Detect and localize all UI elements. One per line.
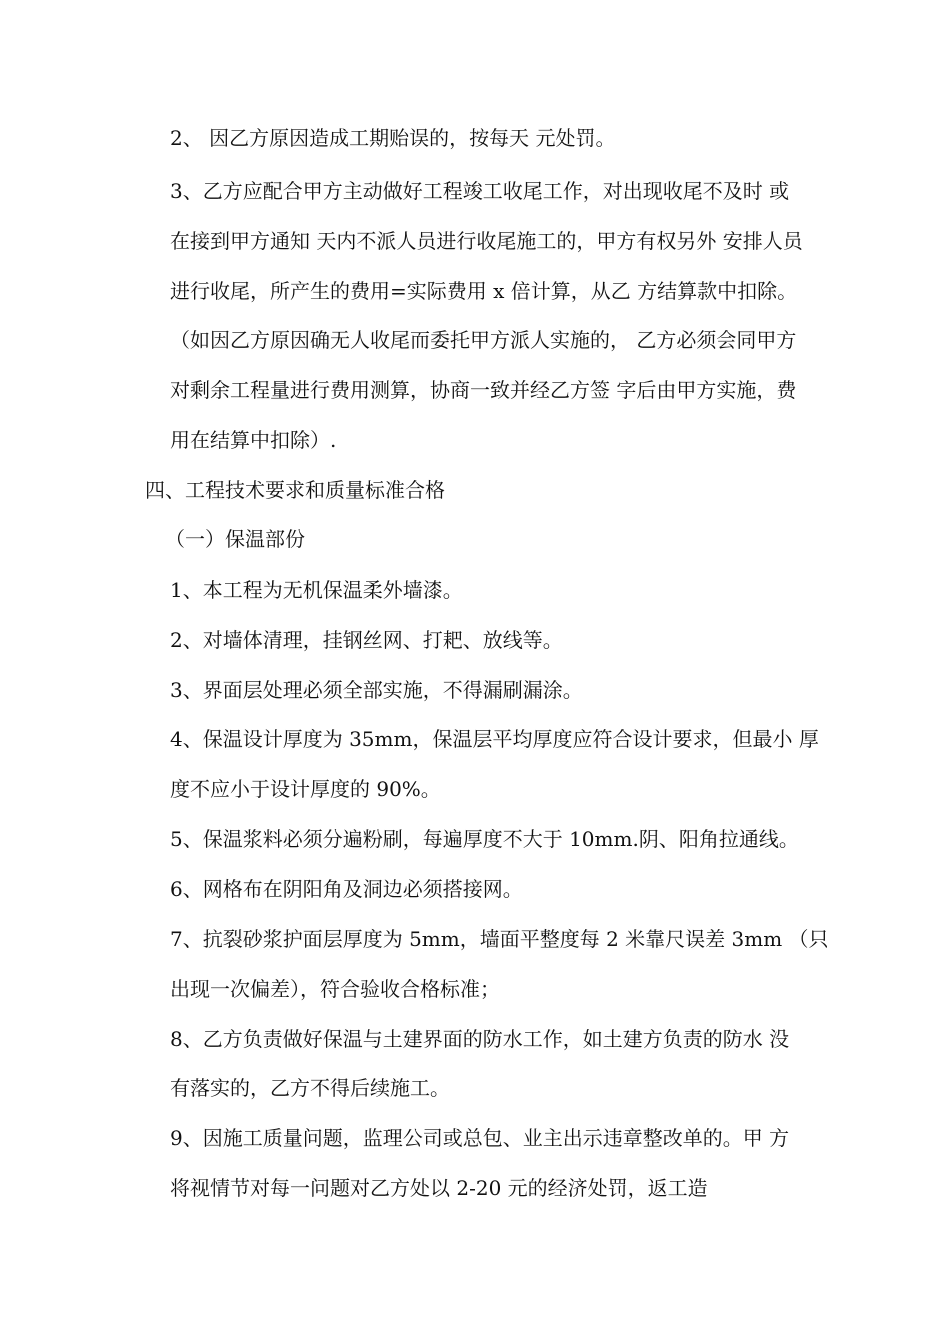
item-4-line-1: 4、保温设计厚度为 35mm，保温层平均厚度应符合设计要求，但最小 厚 (170, 727, 819, 751)
item-3: 3、界面层处理必须全部实施，不得漏刷漏涂。 (170, 678, 583, 702)
clause-2-delay-penalty: 2、 因乙方原因造成工期贻误的，按每天 元处罚。 (170, 126, 616, 150)
clause-3-line-1: 3、乙方应配合甲方主动做好工程竣工收尾工作，对出现收尾不及时 或 (170, 179, 790, 203)
item-8-line-1: 8、乙方负责做好保温与土建界面的防水工作，如土建方负责的防水 没 (170, 1027, 790, 1051)
item-5: 5、保温浆料必须分遍粉刷，每遍厚度不大于 10mm.阴、阳角拉通线。 (170, 827, 799, 851)
item-7-line-2: 出现一次偏差），符合验收合格标准； (170, 977, 500, 1001)
item-9-line-2: 将视情节对每一问题对乙方处以 2-20 元的经济处罚，返工造 (170, 1176, 708, 1200)
clause-3-line-5: 对剩余工程量进行费用测算，协商一致并经乙方签 字后由甲方实施，费 (170, 378, 797, 402)
item-9-line-1: 9、因施工质量问题，监理公司或总包、业主出示违章整改单的。甲 方 (170, 1126, 790, 1150)
item-4-line-2: 度不应小于设计厚度的 90%。 (170, 777, 441, 801)
item-2: 2、对墙体清理，挂钢丝网、打耙、放线等。 (170, 628, 563, 652)
item-8-line-2: 有落实的，乙方不得后续施工。 (170, 1076, 450, 1100)
item-1: 1、本工程为无机保温柔外墙漆。 (170, 578, 463, 602)
clause-3-line-6: 用在结算中扣除）. (170, 428, 337, 452)
clause-3-line-2: 在接到甲方通知 天内不派人员进行收尾施工的，甲方有权另外 安排人员 (170, 229, 803, 253)
clause-3-line-3: 进行收尾，所产生的费用=实际费用 x 倍计算，从乙 方结算款中扣除。 (170, 279, 798, 303)
subsection-heading-insulation: （一）保温部份 (165, 527, 305, 551)
section-heading-technical-requirements: 四、工程技术要求和质量标准合格 (145, 478, 445, 502)
clause-3-line-4: （如因乙方原因确无人收尾而委托甲方派人实施的， 乙方必须会同甲方 (170, 328, 797, 352)
item-6: 6、网格布在阴阳角及洞边必须搭接网。 (170, 877, 523, 901)
item-7-line-1: 7、抗裂砂浆护面层厚度为 5mm，墙面平整度每 2 米靠尺误差 3mm （只 (170, 927, 829, 951)
